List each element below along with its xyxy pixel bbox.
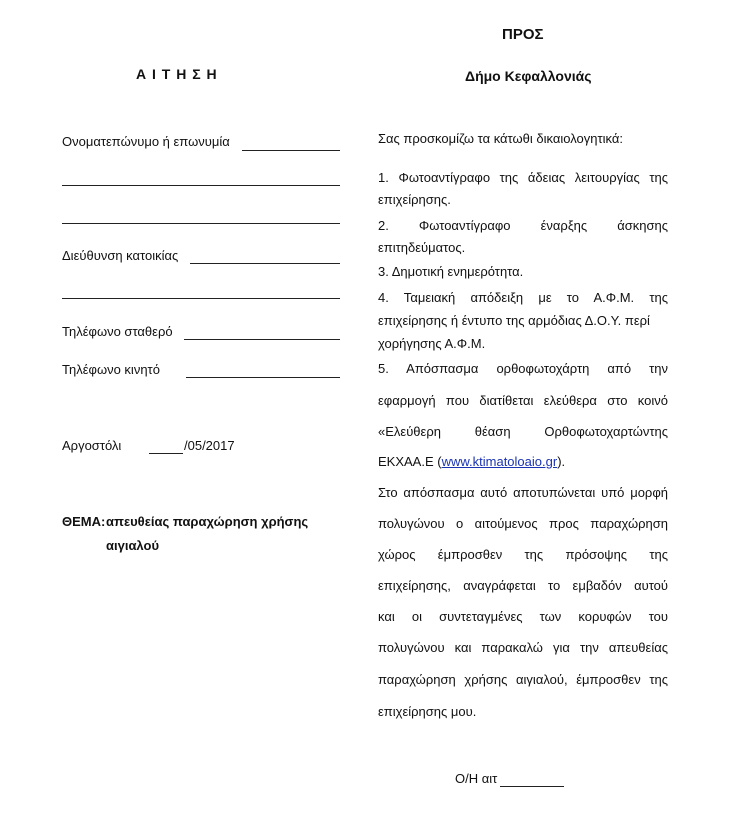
date-suffix: /05/2017 xyxy=(184,438,235,453)
item-2-line-1: 2. Φωτοαντίγραφο έναρξης άσκησης xyxy=(378,218,668,233)
day-field-line[interactable] xyxy=(149,453,183,454)
name-label: Ονοματεπώνυμο ή επωνυμία xyxy=(62,134,230,149)
subject-line-1: απευθείας παραχώρηση χρήσης xyxy=(106,514,309,529)
para-line-2: πολυγώνου ο αιτούμενος προς παραχώρηση xyxy=(378,516,668,531)
item-5-line-4 xyxy=(378,454,565,469)
item-4-line-3: χορήγησης Α.Φ.Μ. xyxy=(378,336,486,351)
item-2-line-2: επιτηδεύματος. xyxy=(378,240,466,255)
address-label: Διεύθυνση κατοικίας xyxy=(62,248,179,263)
name-field-line[interactable] xyxy=(242,150,340,151)
to-label: ΠΡΟΣ xyxy=(502,26,544,43)
name-field-line-3[interactable] xyxy=(62,223,340,224)
application-title: Α Ι Τ Η Σ Η xyxy=(136,66,218,82)
item-5-line-1: 5. Απόσπασμα ορθοφωτοχάρτη από την xyxy=(378,361,668,376)
para-line-5: και οι συντεταγμένες των κορυφών του xyxy=(378,609,668,624)
para-line-3: χώρος έμπροσθεν της πρόσοψης της xyxy=(378,547,668,562)
para-line-1: Στο απόσπασμα αυτό αποτυπώνεται υπό μορφή xyxy=(378,485,668,500)
item-4-line-2: επιχείρησης ή έντυπο της αρμόδιας Δ.Ο.Υ. περί xyxy=(378,313,650,328)
para-line-6: πολυγώνου και παρακαλώ για την απευθείας xyxy=(378,640,668,655)
item-5-line-2: εφαρμογή που διατίθεται ελεύθερα στο κοινό xyxy=(378,393,668,408)
name-field-line-2[interactable] xyxy=(62,185,340,186)
address-field-line-2[interactable] xyxy=(62,298,340,299)
item-5-line-3: «Ελεύθερη θέαση Ορθοφωτοχαρτώντης xyxy=(378,424,668,439)
item-1-line-2: επιχείρησης. xyxy=(378,192,451,207)
recipient: Δήμο Κεφαλλονιάς xyxy=(465,68,592,84)
place-label: Αργοστόλι xyxy=(62,438,122,453)
intro-text: Σας προσκομίζω τα κάτωθι δικαιολογητικά: xyxy=(378,131,623,146)
ktimatologio-link[interactable]: www.ktimatoloaio.gr xyxy=(441,454,558,469)
item-3: 3. Δημοτική ενημερότητα. xyxy=(378,264,524,279)
mobile-label: Τηλέφωνο κινητό xyxy=(62,362,160,377)
subject-line-2: αιγιαλού xyxy=(106,538,160,553)
item-4-line-1: 4. Ταμειακή απόδειξη με το Α.Φ.Μ. της xyxy=(378,290,668,305)
landline-field-line[interactable] xyxy=(184,339,340,340)
para-line-7: παραχώρηση χρήσης αιγιαλού, έμπροσθεν της xyxy=(378,672,668,687)
para-line-4: επιχείρησης, αναγράφεται το εμβαδόν αυτού xyxy=(378,578,668,593)
subject-label: ΘΕΜΑ: xyxy=(62,514,106,529)
item-5-suffix: ). xyxy=(557,454,566,469)
signature-label: Ο/Η αιτ xyxy=(455,771,498,786)
mobile-field-line[interactable] xyxy=(186,377,340,378)
landline-label: Τηλέφωνο σταθερό xyxy=(62,324,173,339)
para-line-8: επιχείρησης μου. xyxy=(378,704,477,719)
signature-field-line[interactable] xyxy=(500,786,564,787)
item-5-prefix: ΕΚΧΑΑ.Ε ( xyxy=(378,454,442,469)
item-1-line-1: 1. Φωτοαντίγραφο της άδειας λειτουργίας της xyxy=(378,170,668,185)
address-field-line[interactable] xyxy=(190,263,340,264)
